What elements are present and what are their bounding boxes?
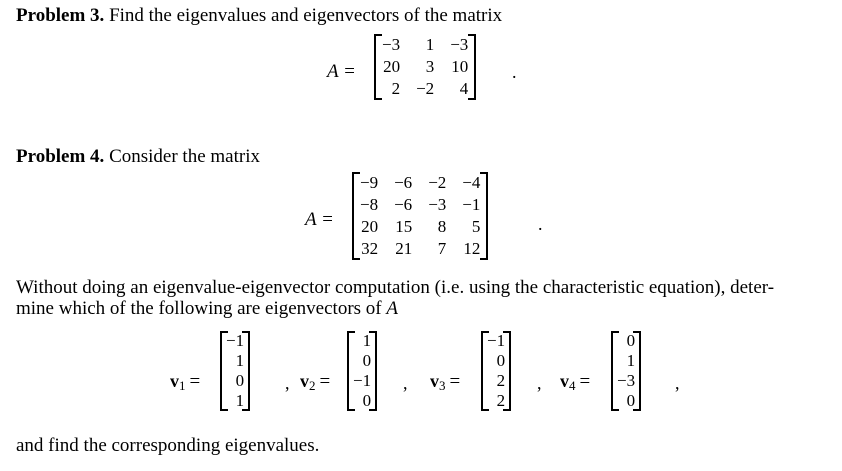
matrix-cell: 8 <box>437 217 447 236</box>
problem-4-statement <box>16 146 260 168</box>
vector-3-column <box>481 331 511 411</box>
vector-separator: , <box>537 373 542 393</box>
problem-3-matrix-table <box>374 34 476 100</box>
left-bracket <box>352 172 360 260</box>
matrix-cell: 20 <box>361 217 379 236</box>
problem-3-matrix <box>374 34 476 100</box>
matrix-cell: 5 <box>471 217 481 236</box>
matrix-row <box>352 216 488 238</box>
vector-entry: −1 <box>487 331 506 350</box>
matrix-row <box>374 56 476 78</box>
vector-entry: 0 <box>362 351 372 370</box>
right-bracket <box>468 34 476 100</box>
vector-entry: 0 <box>626 391 636 410</box>
matrix-row <box>352 172 488 194</box>
problem-4-matrix-table <box>352 172 488 260</box>
problem-4-text: Consider the matrix <box>109 146 260 167</box>
vector-4-column <box>611 331 641 411</box>
vector-2-column <box>347 331 377 411</box>
vector-entry: −3 <box>617 371 636 390</box>
right-bracket <box>480 172 488 260</box>
problem-4-matrix <box>352 172 488 260</box>
matrix-cell: 21 <box>395 239 413 258</box>
problem-4-heading: Problem 4. <box>16 146 105 167</box>
vector-entry: −1 <box>353 371 372 390</box>
problem-4-period: . <box>538 214 543 234</box>
matrix-cell: −3 <box>428 195 447 214</box>
vector-entry: 1 <box>235 351 245 370</box>
problem-4-body-line-1: Without doing an eigenvalue-eigenvector computation (i.e. using the characteristic equation), deter- <box>16 277 775 298</box>
matrix-cell: 4 <box>459 79 469 98</box>
vector-entry: 1 <box>362 331 372 350</box>
problem-3-period: . <box>512 62 517 82</box>
matrix-cell: −3 <box>382 35 401 54</box>
matrix-cell: −6 <box>394 173 413 192</box>
vector-entry: −1 <box>226 331 245 350</box>
left-bracket <box>611 331 619 411</box>
matrix-row <box>374 34 476 56</box>
vector-entry: 2 <box>496 371 506 390</box>
matrix-cell: 1 <box>425 35 435 54</box>
matrix-cell: 3 <box>425 57 435 76</box>
matrix-row <box>352 194 488 216</box>
matrix-cell: 15 <box>395 217 413 236</box>
problem-3-text: Find the eigenvalues and eigenvectors of the matrix <box>109 5 503 26</box>
vector-entry: 0 <box>235 371 245 390</box>
vector-separator: , <box>675 373 680 393</box>
vector-entry: 1 <box>626 351 636 370</box>
matrix-cell: −6 <box>394 195 413 214</box>
matrix-cell: −2 <box>428 173 447 192</box>
left-bracket <box>374 34 382 100</box>
right-bracket <box>503 331 511 411</box>
left-bracket <box>347 331 355 411</box>
problem-3-matrix-label: A = <box>327 61 356 82</box>
problem-3-statement <box>16 5 502 27</box>
problem-4-closing: and find the corresponding eigenvalues. <box>16 435 320 456</box>
left-bracket <box>481 331 489 411</box>
vector-separator: , <box>285 373 290 393</box>
left-bracket <box>220 331 228 411</box>
matrix-cell: 2 <box>391 79 401 98</box>
matrix-cell: −9 <box>360 173 379 192</box>
matrix-cell: 12 <box>463 239 481 258</box>
vector-entry: 0 <box>496 351 506 370</box>
matrix-row <box>352 238 488 260</box>
matrix-cell: 32 <box>361 239 379 258</box>
problem-3-heading: Problem 3. <box>16 5 105 26</box>
matrix-variable: A <box>386 298 398 319</box>
matrix-cell: −3 <box>450 35 469 54</box>
matrix-cell: −1 <box>462 195 481 214</box>
right-bracket <box>369 331 377 411</box>
matrix-row <box>374 78 476 100</box>
vector-2-label: $v_2$ = <box>300 371 331 393</box>
vector-entry: 2 <box>496 391 506 410</box>
vector-1-label: $v_1$ = <box>170 371 201 393</box>
matrix-cell: 7 <box>437 239 447 258</box>
matrix-cell: −2 <box>416 79 435 98</box>
matrix-cell: −8 <box>360 195 379 214</box>
matrix-cell: 20 <box>383 57 401 76</box>
vector-4-label: $v_4$ = <box>560 371 591 393</box>
matrix-cell: 10 <box>451 57 469 76</box>
right-bracket <box>242 331 250 411</box>
vector-entry: 0 <box>362 391 372 410</box>
matrix-cell: −4 <box>462 173 481 192</box>
right-bracket <box>633 331 641 411</box>
vector-3-label: $v_3$ = <box>430 371 461 393</box>
vector-entry: 1 <box>235 391 245 410</box>
vector-1-column <box>220 331 250 411</box>
vector-entry: 0 <box>626 331 636 350</box>
problem-4-matrix-label: A = <box>305 209 334 230</box>
vector-separator: , <box>403 373 408 393</box>
problem-4-body-line-2: mine which of the following are eigenvectors of A <box>16 298 398 319</box>
